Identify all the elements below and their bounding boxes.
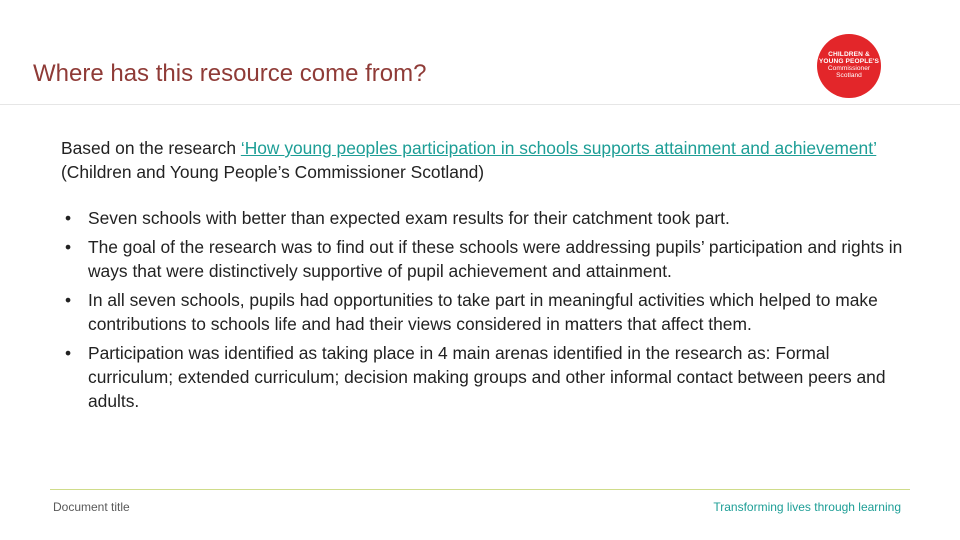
bullet-item: • Participation was identified as taking place in 4 main arenas identified in the research as: Formal curriculum; extended curriculum; decision making groups and other informal contact between peers and adults. (61, 341, 911, 413)
logo-line-4: Scotland (836, 71, 862, 79)
title-divider (0, 104, 960, 105)
footer-divider (50, 489, 910, 490)
bullet-item: • In all seven schools, pupils had opportunities to take part in meaningful activities which helped to make contributions to schools life and had their views considered in matters that affect them. (61, 288, 911, 336)
intro-suffix: (Children and Young People’s Commissioner Scotland) (61, 162, 485, 182)
logo-line-1: CHILDREN & (828, 51, 870, 59)
footer-tagline: Transforming lives through learning (713, 500, 901, 514)
research-link[interactable]: ‘How young peoples participation in schools supports attainment and achievement’ (240, 138, 877, 158)
bullet-item: • The goal of the research was to find out if these schools were addressing pupils’ participation and rights in ways that were distinctively supportive of pupil achievement and attainment. (61, 235, 911, 283)
commissioner-logo (817, 34, 881, 98)
logo-line-2: YOUNG PEOPLE'S (818, 58, 880, 66)
bullet-list (61, 206, 911, 413)
body-content (61, 136, 911, 418)
intro-prefix: Based on the research (61, 138, 241, 158)
slide-title: Where has this resource come from? (33, 60, 427, 87)
intro-paragraph (61, 136, 911, 184)
footer-document-title: Document title (53, 500, 130, 514)
bullet-item: • Seven schools with better than expected exam results for their catchment took part. (61, 206, 911, 230)
logo-line-3: Commissioner (827, 65, 871, 72)
